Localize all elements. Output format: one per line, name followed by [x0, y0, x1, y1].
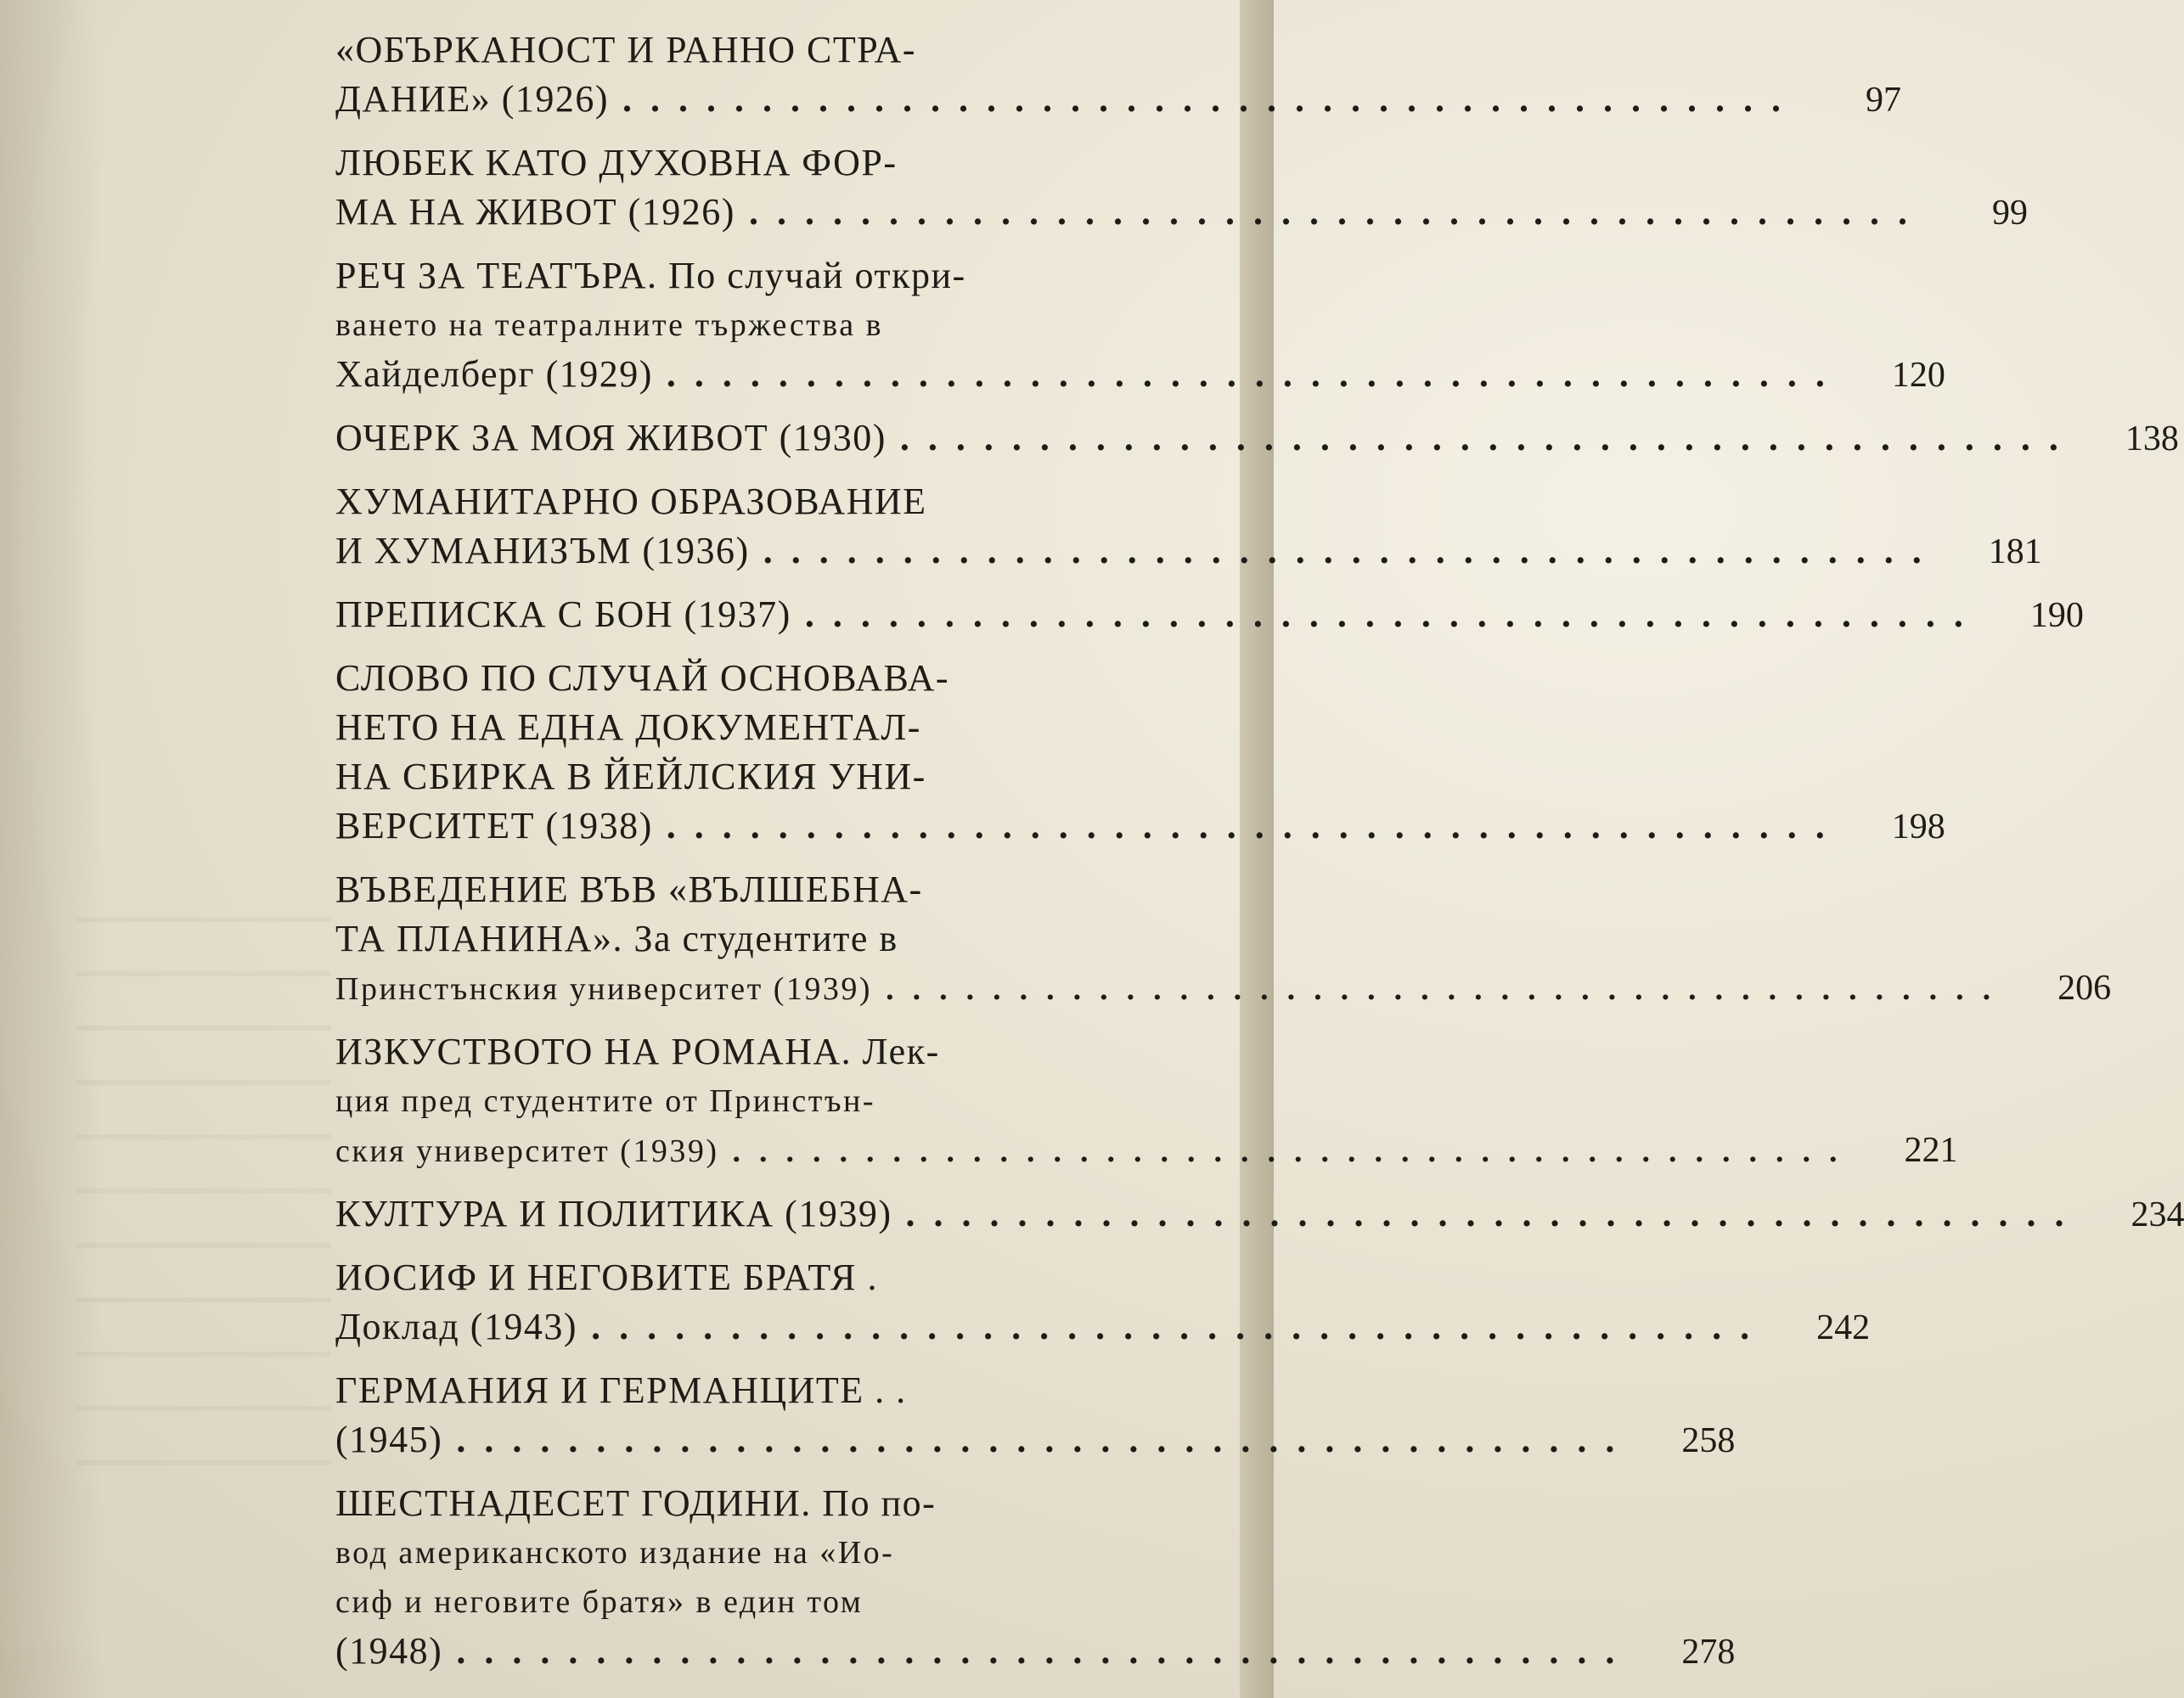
page-number: 258 [1681, 1421, 1736, 1460]
page-number: 206 [2057, 969, 2112, 1008]
page-number: 181 [1988, 532, 2042, 571]
toc-entry [335, 25, 1902, 125]
entry-title-line: ГЕРМАНИЯ И ГЕРМАНЦИТЕ . . [335, 1369, 907, 1411]
entry-title-line: (1948) [335, 1630, 443, 1672]
dot-leader: .......................................... [732, 1133, 1856, 1169]
entry-title-line: РЕЧ ЗА ТЕАТЪРА. По случай откри- [335, 255, 966, 296]
entry-title-line: ДАНИЕ» (1926) [335, 78, 610, 120]
page-number: 138 [2125, 419, 2179, 458]
entry-title-line: «ОБЪРКАНОСТ И РАННО СТРА- [335, 29, 917, 70]
dot-leader: .......................................... [666, 353, 1843, 395]
page-number: 198 [1891, 807, 1945, 846]
toc-entry [335, 1479, 1736, 1677]
entry-title-line: ТА ПЛАНИНА». За студентите в [335, 918, 898, 959]
entry-title-line: НА СБИРКА В ЙЕЙЛСКИЯ УНИ- [335, 756, 926, 797]
entry-title-line: МА НА ЖИВОТ (1926) [335, 191, 735, 233]
dot-leader: .......................................... [886, 971, 2010, 1007]
entry-title-line: ШЕСТНАДЕСЕТ ГОДИНИ. По по- [335, 1482, 937, 1524]
toc-entry [335, 1366, 1736, 1465]
page-number: 242 [1816, 1308, 1871, 1347]
entry-title-line: ИОСИФ И НЕГОВИТЕ БРАТЯ . [335, 1257, 878, 1298]
entry-title-line: Доклад (1943) [335, 1306, 578, 1347]
dot-leader: .......................................... [763, 530, 1940, 571]
show-through-text [76, 917, 331, 1511]
page-number: 221 [1904, 1131, 1958, 1170]
dot-leader: .......................................... [905, 1193, 2083, 1234]
entry-title-line: ВЪВЕДЕНИЕ ВЪВ «ВЪЛШЕБНА- [335, 869, 923, 910]
entry-title-line: вод американското издание на «Ио- [335, 1535, 895, 1571]
page-number: 234 [2131, 1195, 2184, 1234]
entry-title-line: ОЧЕРК ЗА МОЯ ЖИВОТ (1930) [335, 417, 887, 458]
entry-title-line: сиф и неговите братя» в един том [335, 1584, 864, 1620]
toc-entry [335, 654, 1945, 852]
dot-leader: .......................................... [804, 593, 1982, 635]
toc-entry [335, 865, 2112, 1014]
entry-title-line: И ХУМАНИЗЪМ (1936) [335, 530, 750, 571]
page-number: 120 [1891, 356, 1945, 395]
dot-leader: .......................................... [456, 1419, 1634, 1460]
entry-title-line: НЕТО НА ЕДНА ДОКУМЕНТАЛ- [335, 706, 921, 748]
dot-leader: .......................................... [899, 417, 2077, 458]
entry-title-line: ИЗКУСТВОТО НА РОМАНА. Лек- [335, 1031, 940, 1072]
toc-entry [335, 590, 2084, 640]
dot-leader: .......................................... [666, 805, 1843, 846]
page-number: 278 [1681, 1633, 1736, 1672]
dot-leader: .......................................... [456, 1630, 1634, 1672]
entry-title-line: Хайделберг (1929) [335, 353, 653, 395]
toc-entry [335, 251, 1945, 400]
entry-title-line: ВЕРСИТЕТ (1938) [335, 805, 653, 846]
dot-leader: .......................................... [591, 1306, 1769, 1347]
entry-title-line: (1945) [335, 1419, 443, 1460]
entry-title-line: ПРЕПИСКА С БОН (1937) [335, 593, 791, 635]
toc-entry [335, 1189, 2184, 1240]
toc-entry [335, 413, 2179, 464]
page-number: 190 [2029, 596, 2084, 635]
dot-leader: .......................................... [748, 191, 1926, 233]
entry-title-line: Принстънския университет (1939) [335, 971, 873, 1007]
toc-entry [335, 1253, 1871, 1352]
entry-title-line: ския университет (1939) [335, 1133, 719, 1169]
entry-title-line: ция пред студентите от Принстън- [335, 1083, 876, 1119]
toc-entry [335, 1027, 1958, 1176]
toc-entry [335, 477, 2042, 576]
table-of-contents [335, 25, 2184, 1690]
toc-entry [335, 138, 2028, 238]
entry-title-line: ЛЮБЕК КАТО ДУХОВНА ФОР- [335, 142, 898, 183]
dot-leader: .......................................... [622, 78, 1800, 120]
page-number: 99 [1991, 194, 2028, 233]
page-number: 97 [1866, 81, 1902, 120]
entry-title-line: КУЛТУРА И ПОЛИТИКА (1939) [335, 1193, 892, 1234]
entry-title-line: ването на театралните тържества в [335, 307, 884, 343]
entry-title-line: СЛОВО ПО СЛУЧАЙ ОСНОВАВА- [335, 657, 950, 699]
entry-title-line: ХУМАНИТАРНО ОБРАЗОВАНИЕ [335, 481, 927, 522]
